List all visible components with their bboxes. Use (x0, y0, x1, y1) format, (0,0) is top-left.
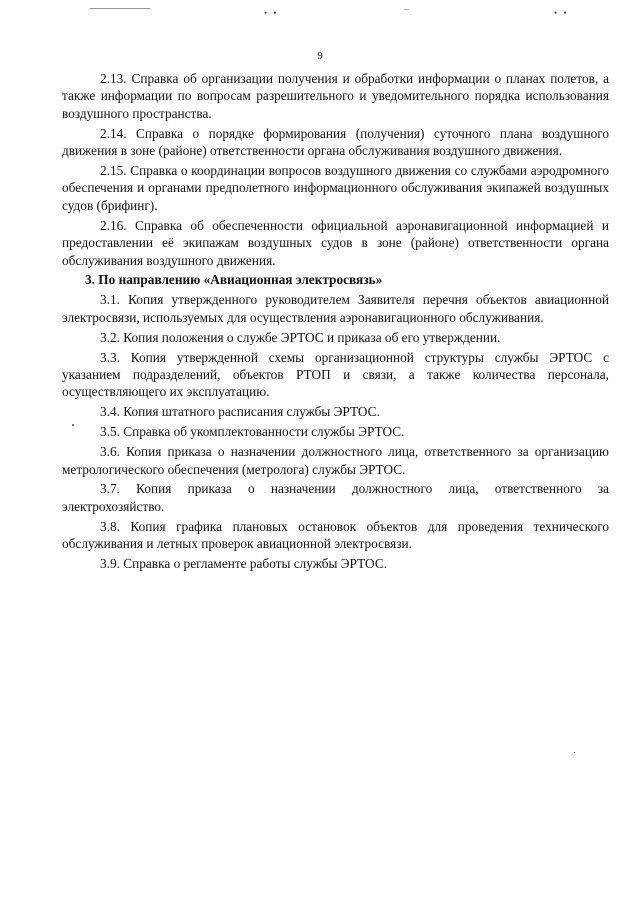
scan-mark: – (404, 4, 411, 14)
scan-speck (72, 424, 74, 426)
item-3-1: 3.1. Копия утвержденного руководителем Заявителя перечня объектов авиационной электросвязи, используемых для осуществления аэронавигационного обслуживания. (62, 292, 609, 325)
paragraph-2-13: 2.13. Справка об организации получения и обработки информации о планах полетов, а также информации по вопросам разрешительного и уведомительного порядка использования воздушного пространства. (62, 71, 609, 121)
scan-mark: • • (554, 8, 569, 18)
item-3-2: 3.2. Копия положения о службе ЭРТОС и приказа об его утверждении. (100, 329, 501, 345)
section-3-heading: 3. По направлению «Авиационная электросвязь» (85, 272, 383, 288)
item-3-7: 3.7. Копия приказа о назначении должностного лица, ответственного за электрохозяйство. (62, 481, 609, 514)
item-3-6: 3.6. Копия приказа о назначении должностного лица, ответственного за организацию метрологического обеспечения (метролога) службы ЭРТОС. (62, 444, 609, 477)
paragraph-2-14: 2.14. Справка о порядке формирования (получения) суточного плана воздушного движения в зоне (районе) ответственности органа обслуживания воздушного движения. (62, 125, 609, 159)
scan-mark: • • (264, 8, 279, 18)
item-3-3: 3.3. Копия утвержденной схемы организационной структуры службы ЭРТОС с указанием подразделений, объектов РТОП и связи, а также количества персонала, осуществляющего их эксплуатацию. (62, 349, 609, 400)
item-3-5: 3.5. Справка об укомплектованности службы ЭРТОС. (100, 424, 405, 440)
item-3-4: 3.4. Копия штатного расписания службы ЭРТОС. (100, 404, 380, 420)
item-3-8: 3.8. Копия графика плановых остановок объектов для проведения технического обслуживания и летных проверок авиационной электросвязи. (62, 518, 609, 552)
item-3-9: 3.9. Справка о регламенте работы службы ЭРТОС. (100, 556, 388, 572)
paragraph-2-15: 2.15. Справка о координации вопросов воздушного движения со службами аэродромного обеспечения и органами предполетного информационного обслуживания экипажей воздушных судов (брифинг). (62, 163, 609, 213)
scan-speck (574, 752, 575, 753)
document-body (62, 70, 609, 575)
page-number: 9 (317, 50, 323, 62)
scan-artifact-line (90, 8, 150, 9)
paragraph-2-16: 2.16. Справка об обеспеченности официальной аэронавигационной информацией и предоставлении её экипажам воздушных судов в зоне (районе) ответственности органа обслуживания воздушного движения. (62, 217, 609, 268)
